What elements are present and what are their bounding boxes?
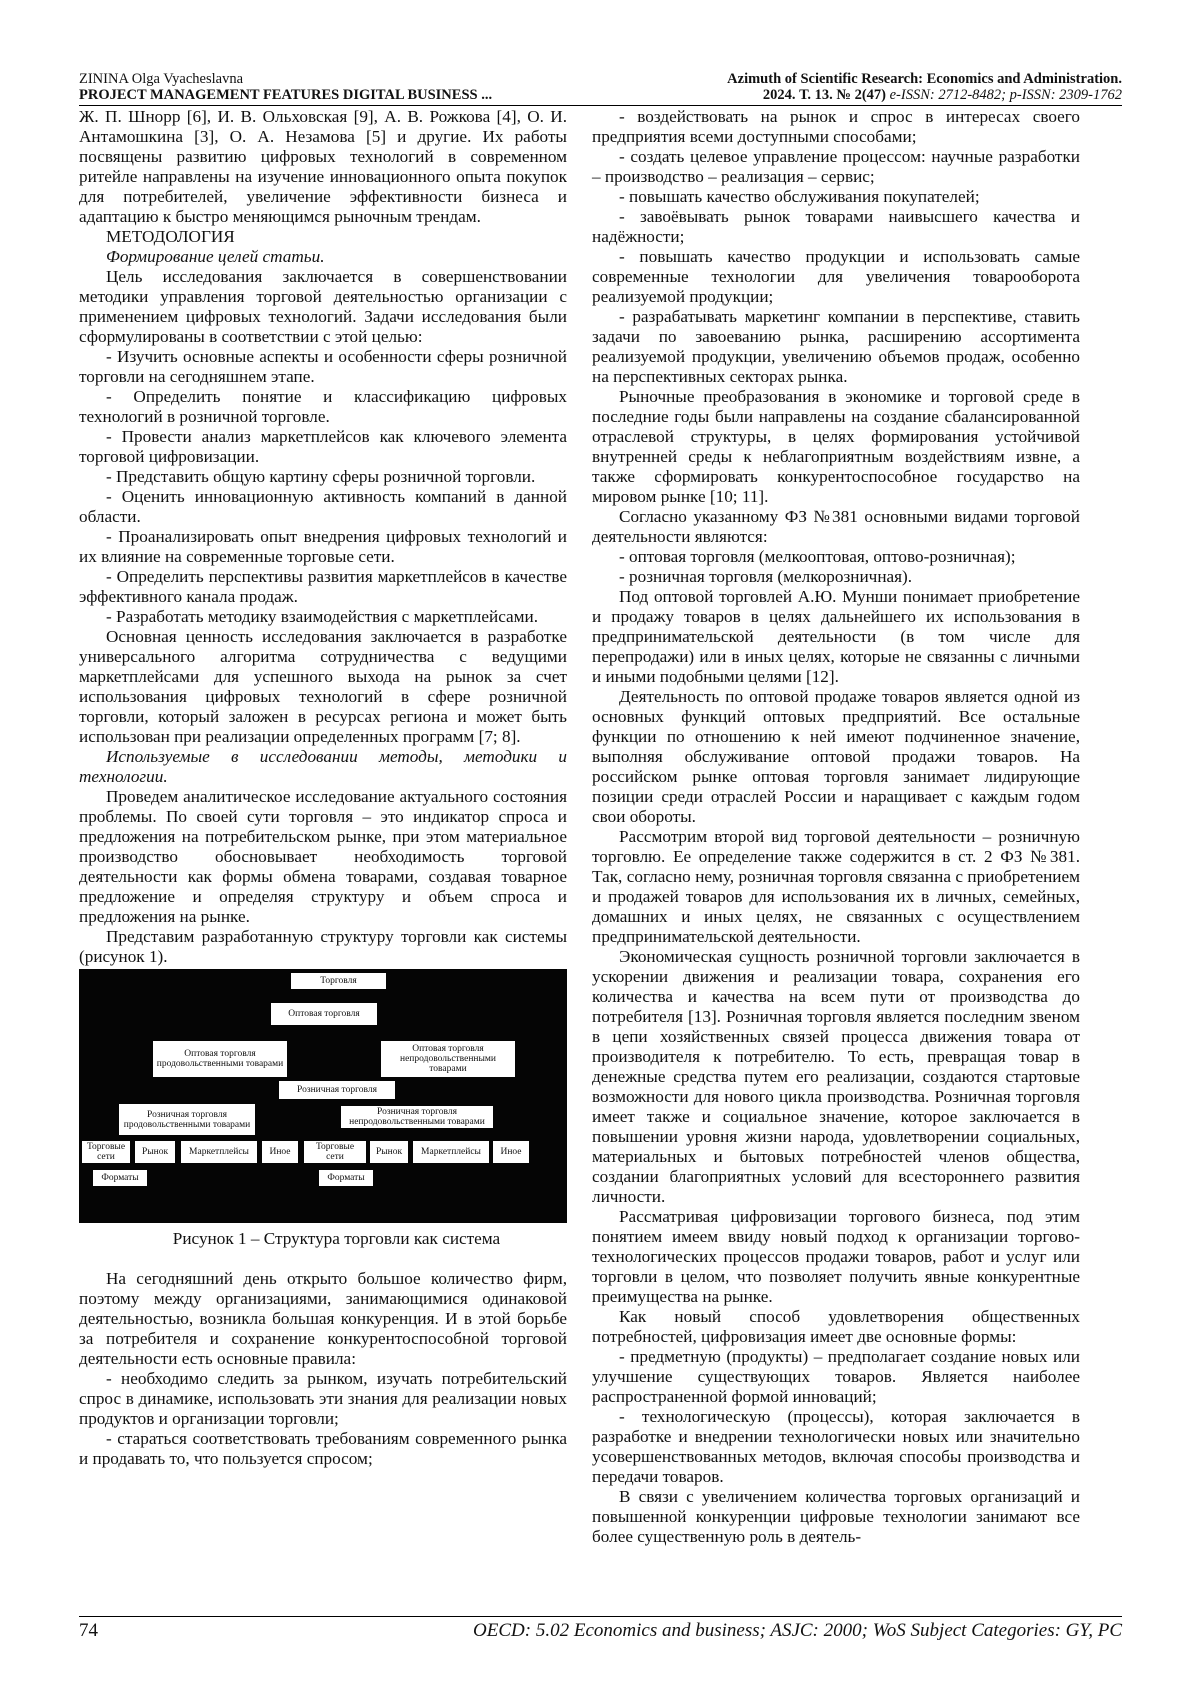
paragraph: В связи с увеличением количества торговых организаций и повышенной конкуренции цифровые технологии занимают все более существенную роль в деятель-	[592, 1487, 1080, 1546]
paragraph: Под оптовой торговлей А.Ю. Мунши понимает приобретение и продажу товаров в целях дальнейшего их использования в предпринимательской деятельности (в том числе для перепродажи) или в иных целях, которые не связанны с личными и иными подобными целями [12].	[592, 587, 1080, 686]
list-item: - Определить понятие и классификацию цифровых технологий в розничной торговле.	[79, 387, 567, 426]
list-item: - стараться соответствовать требованиям современного рынка и продавать то, что пользуется спросом;	[79, 1429, 567, 1468]
list-item: - Разработать методику взаимодействия с маркетплейсами.	[106, 607, 539, 626]
figure-caption: Рисунок 1 – Структура торговли как система	[172, 1229, 501, 1248]
list-item: - повышать качество обслуживания покупателей;	[619, 187, 980, 206]
paragraph: На сегодняшний день открыто большое количество фирм, поэтому между организациями, занимающимися одинаковой деятельностью, возникла большая конкуренция. И в этой борьбе за потребителя и сохранение конкурентоспособной торговой деятельности есть основные правила:	[79, 1269, 567, 1368]
paragraph: Рыночные преобразования в экономике и торговой среде в последние годы были направлены на создание сбалансированной отраслевой структуры, в целях формирования устойчивой внутренней среды к неблагоприятным воздействиям извне, а также сформировать конкурентоспособное государство на мировом рынке [10; 11].	[592, 387, 1080, 506]
header-author: ZININA Olga Vyacheslavna	[79, 71, 244, 87]
list-item: - завоёвывать рынок товарами наивысшего качества и надёжности;	[592, 207, 1080, 246]
paragraph: Рассматривая цифровизации торгового бизнеса, под этим понятием имеем ввиду новый подход к организации торгово-технологических процессов продажи товаров, работ и услуг или торговли в целом, что позволяет получить явные конкурентные преимущества на рынке.	[592, 1207, 1080, 1306]
node-formats: Форматы	[93, 1170, 147, 1186]
node-trade: Торговля	[291, 973, 386, 989]
paragraph: Согласно указанному ФЗ №381 основными видами торговой деятельности являются:	[592, 507, 1080, 546]
paragraph: Цель исследования заключается в совершенствовании методики управления торговой деятельностью организации с применением цифровых технологий. Задачи исследования были сформулированы в соответствии с этой целью:	[79, 267, 567, 346]
paragraph: Как новый способ удовлетворения общественных потребностей, цифровизация имеет две основные формы:	[592, 1307, 1080, 1346]
running-header-right	[727, 71, 1122, 103]
page-number: 74	[79, 1620, 98, 1641]
node-retail: Розничная торговля	[279, 1081, 395, 1099]
subsection-heading: Используемые в исследовании методы, методики и технологии.	[79, 747, 567, 786]
list-item: - розничная торговля (мелкорозничная).	[619, 567, 913, 586]
node-market: Рынок	[370, 1141, 408, 1163]
header-issue: 2024. Т. 13. № 2(47)	[762, 87, 886, 103]
node-retail-chains: Торговые сети	[82, 1141, 130, 1163]
list-item: - воздействовать на рынок и спрос в интересах своего предприятия всеми доступными способами;	[592, 107, 1080, 146]
node-wholesale-food: Оптовая торговля продовольственными товарами	[153, 1041, 287, 1077]
subsection-heading: Формирование целей статьи.	[106, 247, 325, 266]
paragraph: Рассмотрим второй вид торговой деятельности – розничную торговлю. Ее определение также содержится в ст. 2 ФЗ №381. Так, согласно нему, розничная торговля связанна с приобретением и продажей товаров для использования их в личных, семейных, домашних и иных целях, не связанных с осуществлением предпринимательской деятельности.	[592, 827, 1080, 946]
node-retail-nonfood: Розничная торговля непродовольственными товарами	[341, 1106, 493, 1128]
footer-classification: OECD: 5.02 Economics and business; ASJC: 2000; WoS Subject Categories: GY, PC	[473, 1620, 1122, 1641]
list-item: - создать целевое управление процессом: научные разработки – производство – реализация – сервис;	[592, 147, 1080, 186]
paragraph: Основная ценность исследования заключается в разработке универсального алгоритма сотрудничества с ведущими маркетплейсами для успешного выхода на рынок за счет использования цифровых технологий в сфере розничной торговли, который заложен в ресурсах региона и может быть использован при реализации определенных программ [7; 8].	[79, 627, 567, 746]
running-header-left	[79, 71, 492, 103]
node-retail-chains: Торговые сети	[304, 1141, 366, 1163]
node-wholesale-nonfood: Оптовая торговля непродовольственными товарами	[381, 1041, 515, 1077]
list-item: - Представить общую картину сферы розничной торговли.	[106, 467, 536, 486]
list-item: - предметную (продукты) – предполагает создание новых или улучшение существующих товаров. Является наиболее распространенной формой инноваций;	[592, 1347, 1080, 1406]
paragraph: Представим разработанную структуру торговли как системы (рисунок 1).	[79, 927, 567, 966]
trade-structure-diagram	[79, 969, 567, 1223]
header-article-title: PROJECT MANAGEMENT FEATURES DIGITAL BUSINESS ...	[79, 87, 493, 103]
paragraph: Проведем аналитическое исследование актуального состояния проблемы. По своей сути торговля – это индикатор спроса и предложения на потребительском рынке, при этом материальное производство обосновывает необходимость торговой деятельности как формы обмена товарами, создавая товарное предложение и определяя структуру и объем спроса и предложения на рынке.	[79, 787, 567, 926]
node-formats: Форматы	[319, 1170, 373, 1186]
node-market: Рынок	[135, 1141, 175, 1163]
list-item: - Изучить основные аспекты и особенности сферы розничной торговли на сегодняшнем этапе.	[79, 347, 567, 386]
list-item: - Провести анализ маркетплейсов как ключевого элемента торговой цифровизации.	[79, 427, 567, 466]
list-item: - технологическую (процессы), которая заключается в разработке и внедрении технологически новых или значительно усовершенствованных методов, включая способы производства и передачи товаров.	[592, 1407, 1080, 1486]
list-item: - разрабатывать маркетинг компании в перспективе, ставить задачи по завоеванию рынка, расширению ассортимента реализуемой продукции, увеличению объемов продаж, особенно на перспективных секторах рынка.	[592, 307, 1080, 386]
paragraph: Деятельность по оптовой продаже товаров является одной из основных функций оптовых предприятий. Все остальные функции по отношению к ней имеют подчиненное значение, выполняя обслуживание оптовой продажи товаров. На российском рынке оптовая торговля занимает лидирующие позиции среди отраслей России и наращивает с каждым годом свои обороты.	[592, 687, 1080, 826]
node-retail-food: Розничная торговля продовольственными товарами	[119, 1104, 255, 1135]
node-marketplaces: Маркетплейсы	[413, 1141, 489, 1163]
node-marketplaces: Маркетплейсы	[181, 1141, 257, 1163]
header-rule	[79, 105, 1122, 106]
section-heading: МЕТОДОЛОГИЯ	[106, 227, 235, 246]
right-column	[592, 107, 1080, 1547]
list-item: - оптовая торговля (мелкооптовая, оптово-розничная);	[619, 547, 1016, 566]
header-issn: e-ISSN: 2712-8482; p-ISSN: 2309-1762	[886, 87, 1122, 103]
paragraph: Ж. П. Шнорр [6], И. В. Ольховская [9], А. В. Рожкова [4], О. И. Антамошкина [3], О. А. Незамова [5] и другие. Их работы посвящены развитию цифровых технологий в современном ритейле направлены на изучение инновационного опыта покупок для потребителей, увеличение эффективности бизнеса и адаптацию к быстро меняющимся рыночным трендам.	[79, 107, 567, 226]
list-item: - Определить перспективы развития маркетплейсов в качестве эффективного канала продаж.	[79, 567, 567, 606]
node-other: Иное	[262, 1141, 298, 1163]
node-other: Иное	[493, 1141, 529, 1163]
header-issue-line	[727, 87, 1122, 103]
list-item: - Оценить инновационную активность компаний в данной области.	[79, 487, 567, 526]
left-column	[79, 107, 567, 1469]
header-journal: Azimuth of Scientific Research: Economics and Administration.	[727, 71, 1122, 87]
node-wholesale: Оптовая торговля	[271, 1003, 377, 1025]
list-item: - необходимо следить за рынком, изучать потребительский спрос в динамике, использовать эти знания для реализации новых продуктов и организации торговли;	[79, 1369, 567, 1428]
footer-rule	[79, 1616, 1122, 1617]
paragraph: Экономическая сущность розничной торговли заключается в ускорении движения и реализации товара, сохранения его количества и качества на всем пути от производства до потребителя [13]. Розничная торговля является последним звеном в цепи хозяйственных связей процесса движения товара от производителя к потребителю. То есть, превращая товар в денежные средства путем его реализации, создаются стартовые возможности для нового цикла производства. Розничная торговля имеет также и социальное значение, которое заключается в повышении уровня жизни народа, удовлетворении социальных, материальных и бытовых потребностей членов общества, создании благоприятных условий для всестороннего развития личности.	[592, 947, 1080, 1206]
list-item: - Проанализировать опыт внедрения цифровых технологий и их влияние на современные торговые сети.	[79, 527, 567, 566]
list-item: - повышать качество продукции и использовать самые современные технологии для увеличения товарооборота реализуемой продукции;	[592, 247, 1080, 306]
